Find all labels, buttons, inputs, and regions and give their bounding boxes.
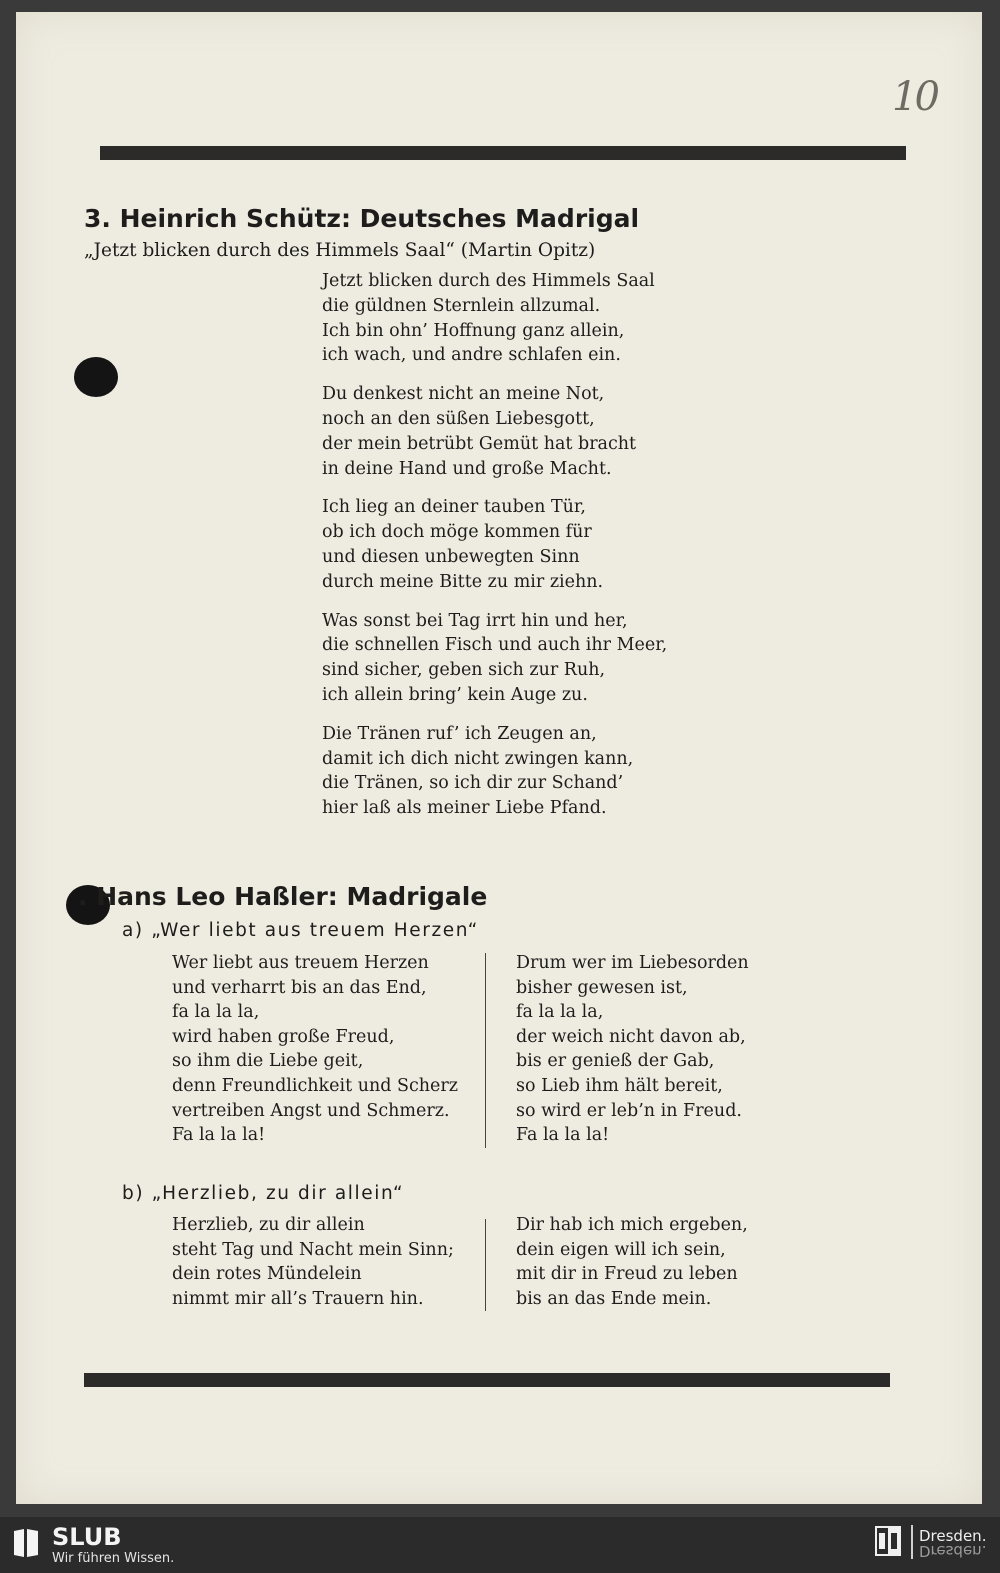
poem-line: so Lieb ihm hält bereit, (516, 1075, 723, 1096)
footer-brand[interactable]: SLUB (52, 1523, 122, 1551)
poem-line: ich wach, und andre schlafen ein. (322, 345, 621, 366)
poem-line: dein rotes Mündelein (172, 1264, 362, 1285)
poem-line: Dir hab ich mich ergeben, (516, 1215, 748, 1235)
poem-line: ich allein bring’ kein Auge zu. (322, 684, 588, 705)
poem-line: hier laß als meiner Liebe Pfand. (322, 798, 607, 819)
poem-line: Fa la la la! (516, 1125, 610, 1146)
stanza (322, 495, 667, 594)
poem-line: Jetzt blicken durch des Himmels Saal (322, 271, 655, 291)
poem-line: dein eigen will ich sein, (516, 1239, 726, 1260)
poem-line: fa la la la, (172, 1002, 260, 1023)
part-b-left-column (172, 1213, 454, 1311)
poem-line: Herzlieb, zu dir allein (172, 1215, 365, 1235)
poem-line: Fa la la la! (172, 1125, 266, 1146)
column-divider (485, 1219, 486, 1311)
bottom-rule (84, 1373, 890, 1387)
viewer-footer (0, 1517, 1000, 1573)
stanza (322, 269, 667, 368)
poem-line: vertreiben Angst und Schmerz. (172, 1100, 450, 1121)
part-a-left-column (172, 951, 458, 1148)
poem-line: und verharrt bis an das End, (172, 977, 427, 998)
poem-line: mit dir in Freud zu leben (516, 1264, 738, 1285)
book-icon[interactable] (12, 1527, 40, 1559)
poem-line: die schnellen Fisch und auch ihr Meer, (322, 635, 668, 656)
footer-tagline: Wir führen Wissen. (52, 1551, 175, 1566)
poem-line: der mein betrübt Gemüt hat bracht (322, 433, 637, 454)
poem-line: die Tränen, so ich dir zur Schand’ (322, 773, 624, 794)
poem-line: Ich bin ohn’ Hoffnung ganz allein, (322, 320, 625, 341)
poem-line: so ihm die Liebe geit, (172, 1051, 364, 1072)
poem-line: der weich nicht davon ab, (516, 1026, 746, 1047)
section3-heading: 3. Heinrich Schütz: Deutsches Madrigal (84, 204, 640, 233)
part-a-title: a) „Wer liebt aus treuem Herzen“ (122, 920, 479, 941)
poem-line: noch an den süßen Liebesgott, (322, 408, 595, 429)
poem-line: Was sonst bei Tag irrt hin und her, (322, 610, 628, 631)
stanza (322, 382, 667, 481)
section3-poem (322, 269, 667, 835)
poem-line: Du denkest nicht an meine Not, (322, 384, 605, 405)
stanza (322, 722, 667, 821)
poem-line: die güldnen Sternlein allzumal. (322, 295, 601, 316)
poem-line: so wird er leb’n in Freud. (516, 1100, 742, 1121)
poem-line: Die Tränen ruf’ ich Zeugen an, (322, 723, 597, 744)
poem-line: Ich lieg an deiner tauben Tür, (322, 497, 586, 518)
punch-hole (74, 357, 118, 397)
poem-line: denn Freundlichkeit und Scherz (172, 1075, 458, 1096)
part-b-title: b) „Herzlieb, zu dir allein“ (122, 1183, 405, 1204)
poem-line: bis an das Ende mein. (516, 1288, 712, 1309)
poem-line: steht Tag und Nacht mein Sinn; (172, 1239, 454, 1260)
poem-line: damit ich dich nicht zwingen kann, (322, 748, 634, 769)
poem-line: Wer liebt aus treuem Herzen (172, 953, 429, 973)
poem-line: nimmt mir all’s Trauern hin. (172, 1288, 424, 1309)
city-crest-icon (874, 1525, 902, 1557)
poem-line: Drum wer im Liebesorden (516, 953, 749, 973)
poem-line: in deine Hand und große Macht. (322, 458, 612, 479)
footer-separator (911, 1525, 913, 1559)
poem-line: ob ich doch möge kommen für (322, 522, 592, 543)
footer-city-mirror: Dresden. (919, 1542, 987, 1560)
section3-subtitle: „Jetzt blicken durch des Himmels Saal“ (Martin Opitz) (84, 240, 596, 261)
part-a-right-column (516, 951, 749, 1148)
top-rule (100, 146, 906, 160)
column-divider (485, 953, 486, 1148)
poem-line: bisher gewesen ist, (516, 977, 688, 998)
page-number: 10 (892, 74, 937, 120)
stanza (322, 609, 667, 708)
part-b-right-column (516, 1213, 748, 1311)
poem-line: wird haben große Freud, (172, 1026, 395, 1047)
poem-line: sind sicher, geben sich zur Ruh, (322, 660, 606, 681)
footer-city[interactable]: Dresden. (919, 1527, 987, 1545)
poem-line: fa la la la, (516, 1002, 604, 1023)
poem-line: durch meine Bitte zu mir ziehn. (322, 571, 604, 592)
poem-line: bis er genieß der Gab, (516, 1051, 715, 1072)
section4-heading: . Hans Leo Haßler: Madrigale (78, 882, 488, 911)
poem-line: und diesen unbewegten Sinn (322, 546, 580, 567)
